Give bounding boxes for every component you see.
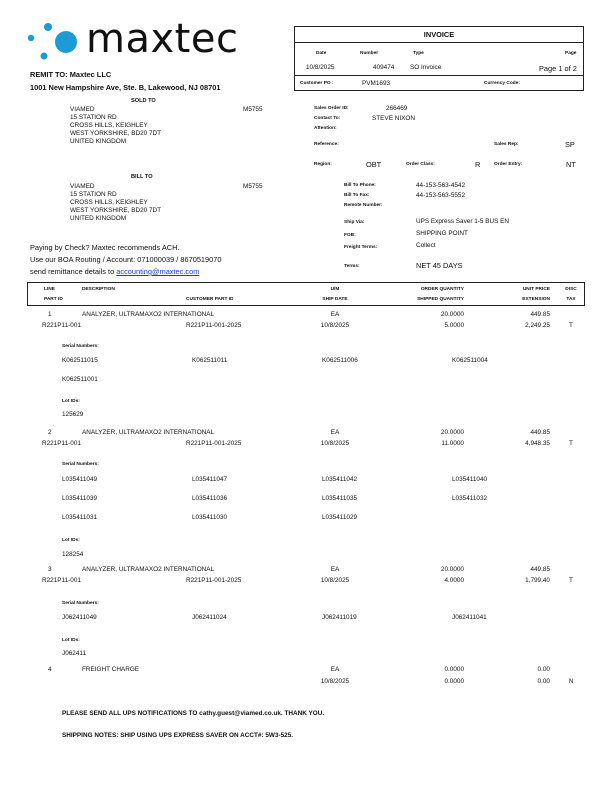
- sales-order-label: Sales Order ID:: [314, 106, 349, 111]
- reference-label: Reference:: [314, 142, 339, 147]
- region-value: OBT: [366, 160, 382, 169]
- line-um: EA: [330, 566, 340, 573]
- lot-ids-label: Lot IDs:: [62, 638, 80, 643]
- line-extension: 0.00: [537, 678, 550, 685]
- lot-id: J062411: [62, 650, 87, 657]
- serial-number: K062511015: [62, 357, 98, 364]
- serial-number: L035411040: [452, 476, 488, 483]
- line-tax: T: [569, 322, 573, 329]
- col-order-qty-header: ORDER QUANTITY: [420, 287, 464, 292]
- col-disc-header: DISC: [565, 287, 577, 292]
- serial-numbers-label: Serial Numbers:: [62, 462, 99, 467]
- line-part-id: R221P11-001: [42, 577, 81, 584]
- bill-phone-label: Bill To Phone:: [344, 183, 376, 188]
- serial-number: J062411019: [322, 614, 357, 621]
- fob-value: SHIPPING POINT: [416, 230, 468, 237]
- serial-number: J062411041: [452, 614, 487, 621]
- col-line-header: LINE: [44, 287, 55, 292]
- logo-dot-top: [44, 23, 52, 31]
- col-um-header: U/M: [330, 287, 340, 292]
- sales-rep-value: SP: [565, 140, 575, 149]
- line-shipped-qty: 11.0000: [441, 440, 464, 447]
- accounting-email-link[interactable]: accounting@maxtec.com: [116, 267, 200, 276]
- remit-address-line: 1001 New Hampshire Ave, Ste. B, Lakewood, NJ 08701: [30, 83, 221, 92]
- line-order-qty: 20.0000: [440, 566, 464, 573]
- sold-to-line: 15 STATION RD: [70, 114, 117, 121]
- serial-number: L035411029: [322, 514, 358, 521]
- payment-line-3: [30, 267, 199, 276]
- serial-number: L035411042: [322, 476, 358, 483]
- line-description: ANALYZER, ULTRAMAXO2 INTERNATIONAL: [82, 311, 215, 318]
- bill-phone-value: 44-153-563-4542: [416, 182, 466, 189]
- serial-number: L035411031: [62, 514, 98, 521]
- hdr-type-label: Type: [413, 51, 424, 56]
- sold-to-line: WEST YORKSHIRE, BD20 7DT: [70, 130, 162, 137]
- col-unit-price-header: UNIT PRICE: [522, 287, 550, 292]
- contact-label: Contact To:: [314, 116, 341, 121]
- region-label: Region:: [314, 162, 332, 167]
- bill-fax-value: 44-153-563-5552: [416, 192, 466, 199]
- payment-line-2: Use our BOA Routing / Account: 071000039 / 8670519070: [30, 255, 222, 264]
- shipping-notes: SHIPPING NOTES: SHIP USING UPS EXPRESS SAVER ON ACCT#: 5W3-525.: [62, 732, 294, 739]
- contact-value: STEVE NIXON: [372, 115, 415, 122]
- col-ship-date-header: SHIP DATE: [322, 297, 348, 302]
- bill-to-line: UNITED KINGDOM: [70, 215, 127, 222]
- payment-remittance-text: send remittance details to: [30, 267, 117, 276]
- company-logo: [22, 18, 262, 64]
- lot-ids-label: Lot IDs:: [62, 538, 80, 543]
- customer-po-label: Customer PO :: [300, 81, 334, 86]
- lot-id: 125629: [62, 411, 84, 418]
- line-items-header-box: [27, 282, 585, 306]
- line-ship-date: 10/8/2025: [320, 678, 350, 685]
- line-extension: 2,249.25: [525, 322, 550, 329]
- ship-via-label: Ship Via:: [344, 220, 365, 225]
- payment-line-1: Paying by Check? Maxtec recommends ACH.: [30, 243, 180, 252]
- order-entry-label: Order Entry:: [494, 162, 523, 167]
- serial-number: K062511011: [192, 357, 228, 364]
- line-order-qty: 0.0000: [444, 666, 464, 673]
- line-customer-part: R221P11-001-2025: [186, 322, 242, 329]
- line-part-id: R221P11-001: [42, 322, 81, 329]
- serial-number: L035411039: [62, 495, 98, 502]
- logo-wordmark: maxtec: [86, 16, 239, 62]
- serial-number: L035411047: [192, 476, 228, 483]
- line-shipped-qty: 4.0000: [444, 577, 464, 584]
- serial-number: L035411035: [322, 495, 358, 502]
- ups-notification-note: PLEASE SEND ALL UPS NOTIFICATIONS TO cathy.guest@viamed.co.uk. THANK YOU.: [62, 710, 325, 717]
- order-class-label: Order Class:: [406, 162, 435, 167]
- line-unit-price: 449.85: [530, 566, 550, 573]
- order-class-value: R: [475, 160, 481, 169]
- line-tax: T: [569, 577, 573, 584]
- terms-value: NET 45 DAYS: [416, 261, 463, 270]
- line-um: EA: [330, 666, 340, 673]
- line-ship-date: 10/8/2025: [320, 440, 350, 447]
- line-tax: N: [568, 678, 574, 685]
- serial-numbers-label: Serial Numbers:: [62, 344, 99, 349]
- bill-to-line: WEST YORKSHIRE, BD20 7DT: [70, 207, 162, 214]
- serial-number: K062511006: [322, 357, 358, 364]
- hdr-page-label: Page: [565, 51, 577, 56]
- line-ship-date: 10/8/2025: [320, 322, 350, 329]
- col-customer-part-header: CUSTOMER PART ID: [186, 297, 234, 302]
- col-part-id-header: PART ID: [44, 297, 63, 302]
- line-number: 2: [48, 429, 52, 436]
- bill-to-address: [70, 183, 161, 223]
- line-shipped-qty: 0.0000: [444, 678, 464, 685]
- fob-label: FOB:: [344, 233, 356, 238]
- line-shipped-qty: 5.0000: [444, 322, 464, 329]
- line-number: 1: [48, 311, 52, 318]
- invoice-title: INVOICE: [423, 30, 455, 39]
- line-customer-part: R221P11-001-2025: [186, 440, 242, 447]
- sold-to-line: UNITED KINGDOM: [70, 138, 127, 145]
- col-tax-header: TAX: [566, 297, 576, 302]
- line-extension: 1,799.40: [525, 577, 550, 584]
- invoice-type: SO Invoice: [410, 64, 442, 71]
- hdr-date-label: Date: [316, 51, 327, 56]
- hdr-number-label: Number: [360, 51, 379, 56]
- sales-rep-label: Sales Rep:: [494, 142, 519, 147]
- currency-label: Currency Code:: [484, 81, 520, 86]
- line-extension: 4,948.35: [525, 440, 550, 447]
- line-number: 3: [48, 566, 52, 573]
- sold-to-label: SOLD TO: [131, 98, 156, 104]
- line-um: EA: [330, 429, 340, 436]
- invoice-number: 409474: [373, 64, 395, 71]
- invoice-date: 10/8/2025: [306, 64, 335, 71]
- serial-number: J062411024: [192, 614, 227, 621]
- line-order-qty: 20.0000: [440, 311, 464, 318]
- serial-number: L035411049: [62, 476, 98, 483]
- line-tax: T: [569, 440, 573, 447]
- line-ship-date: 10/8/2025: [320, 577, 350, 584]
- logo-dot-large: [55, 31, 77, 53]
- freight-terms-value: Collect: [416, 242, 436, 249]
- line-description: ANALYZER, ULTRAMAXO2 INTERNATIONAL: [82, 566, 215, 573]
- bill-to-line: 15 STATION RD: [70, 191, 117, 198]
- line-order-qty: 20.0000: [440, 429, 464, 436]
- line-description: ANALYZER, ULTRAMAXO2 INTERNATIONAL: [82, 429, 215, 436]
- ship-via-value: UPS Express Saver 1-5 BUS EN: [416, 218, 510, 225]
- bill-to-code: M5755: [243, 183, 263, 190]
- sold-to-line: VIAMED: [70, 106, 95, 113]
- line-customer-part: R221P11-001-2025: [186, 577, 242, 584]
- line-unit-price: 0.00: [537, 666, 550, 673]
- line-number: 4: [48, 666, 52, 673]
- col-description-header: DESCRIPTION: [82, 287, 115, 292]
- terms-label: Terms:: [344, 264, 360, 269]
- freight-terms-label: Freight Terms:: [344, 245, 378, 250]
- invoice-page: Page 1 of 2: [539, 64, 577, 73]
- logo-dots-icon: [22, 18, 84, 64]
- bill-fax-label: Bill To Fax:: [344, 193, 370, 198]
- col-shipped-qty-header: SHIPPED QUANTITY: [417, 297, 464, 302]
- line-part-id: R221P11-001: [42, 440, 81, 447]
- serial-number: K062511001: [62, 376, 98, 383]
- logo-dot-bottom: [41, 53, 48, 60]
- serial-numbers-label: Serial Numbers:: [62, 601, 99, 606]
- serial-number: L035411030: [192, 514, 228, 521]
- serial-number: L035411032: [452, 495, 488, 502]
- sold-to-code: M5755: [243, 106, 263, 113]
- bill-to-line: CROSS HILLS, KEIGHLEY: [70, 199, 148, 206]
- line-um: EA: [330, 311, 340, 318]
- bill-to-label: BILL TO: [131, 174, 153, 180]
- serial-number: J062411049: [62, 614, 97, 621]
- logo-dot-left: [28, 35, 34, 41]
- line-description: FREIGHT CHARGE: [82, 666, 140, 673]
- sales-order-value: 266469: [386, 105, 408, 112]
- serial-number: K062511004: [452, 357, 488, 364]
- attention-label: Attention:: [314, 126, 337, 131]
- lot-ids-label: Lot IDs:: [62, 399, 80, 404]
- customer-po-value: PVM1693: [362, 80, 391, 87]
- serial-number: L035411036: [192, 495, 228, 502]
- col-extension-header: EXTENSION: [522, 297, 550, 302]
- bill-to-line: VIAMED: [70, 183, 95, 190]
- order-entry-value: NT: [566, 160, 576, 169]
- line-unit-price: 449.85: [530, 311, 550, 318]
- sold-to-line: CROSS HILLS, KEIGHLEY: [70, 122, 148, 129]
- remote-number-label: Remote Number:: [344, 203, 383, 208]
- lot-id: 128254: [62, 551, 84, 558]
- remit-to-line: REMIT TO: Maxtec LLC: [30, 70, 112, 79]
- sold-to-address: [70, 106, 161, 146]
- line-unit-price: 449.85: [530, 429, 550, 436]
